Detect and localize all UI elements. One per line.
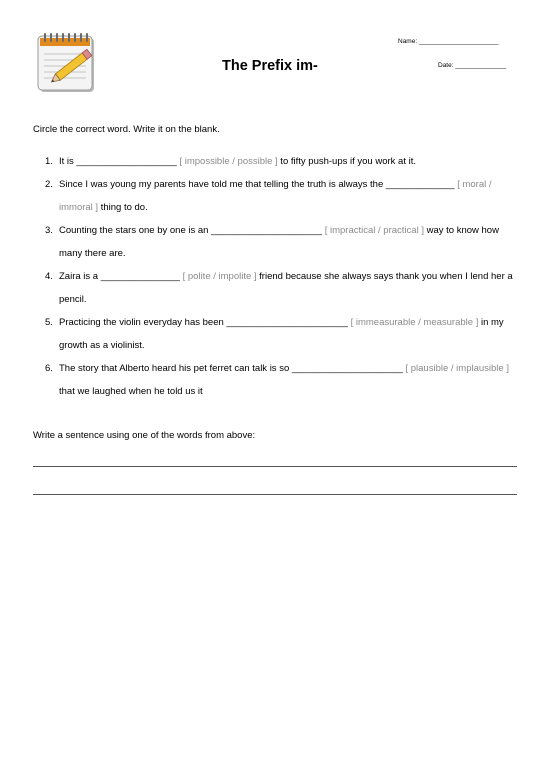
question-text: Practicing the violin everyday has been _______________________ [59,317,351,328]
question-text: Zaira is a _______________ [59,271,183,282]
answer-choices[interactable]: [ impractical / practical ] [324,225,424,236]
instructions-text: Circle the correct word. Write it on the blank. [33,124,220,135]
writing-prompt: Write a sentence using one of the words from above: [33,430,256,441]
question-number: 6. [45,363,53,374]
question-item [33,357,517,403]
question-text-end: that we laughed when he told us it [59,386,203,397]
answer-line[interactable] [33,494,517,495]
question-text-end: thing to do. [98,202,148,213]
answer-choices[interactable]: [ polite / impolite ] [182,271,257,282]
answer-choices[interactable]: [ immeasurable / measurable ] [350,317,479,328]
question-number: 4. [45,271,53,282]
question-text-end: way to know how many there are. [59,225,499,259]
answer-choices[interactable]: [ plausible / implausible ] [405,363,509,374]
question-item [33,173,517,219]
answer-line[interactable] [33,466,517,467]
answer-choices[interactable]: [ moral / immoral ] [59,179,492,213]
question-text-end: to fifty push-ups if you work at it. [277,156,417,167]
question-item [33,150,517,173]
page-title: The Prefix im- [222,58,318,74]
question-text: Counting the stars one by one is an _____________________ [59,225,325,236]
question-item [33,219,517,265]
date-field[interactable]: Date: ______________ [438,62,506,69]
notepad-pencil-icon [36,30,100,96]
question-item [33,311,517,357]
name-field[interactable]: Name: ______________________ [398,38,499,45]
question-text-end: friend because she always says thank you when I lend her a pencil. [59,271,513,305]
question-number: 2. [45,179,53,190]
answer-choices[interactable]: [ impossible / possible ] [179,156,278,167]
question-text: It is ___________________ [59,156,180,167]
question-number: 5. [45,317,53,328]
question-text-end: in my growth as a violinist. [59,317,504,351]
question-number: 1. [45,156,53,167]
question-text: The story that Alberto heard his pet ferret can talk is so _____________________ [59,363,406,374]
worksheet-logo [36,30,100,96]
question-text: Since I was young my parents have told me that telling the truth is always the _____________ [59,179,458,190]
question-number: 3. [45,225,53,236]
question-item [33,265,517,311]
question-list [33,150,517,403]
